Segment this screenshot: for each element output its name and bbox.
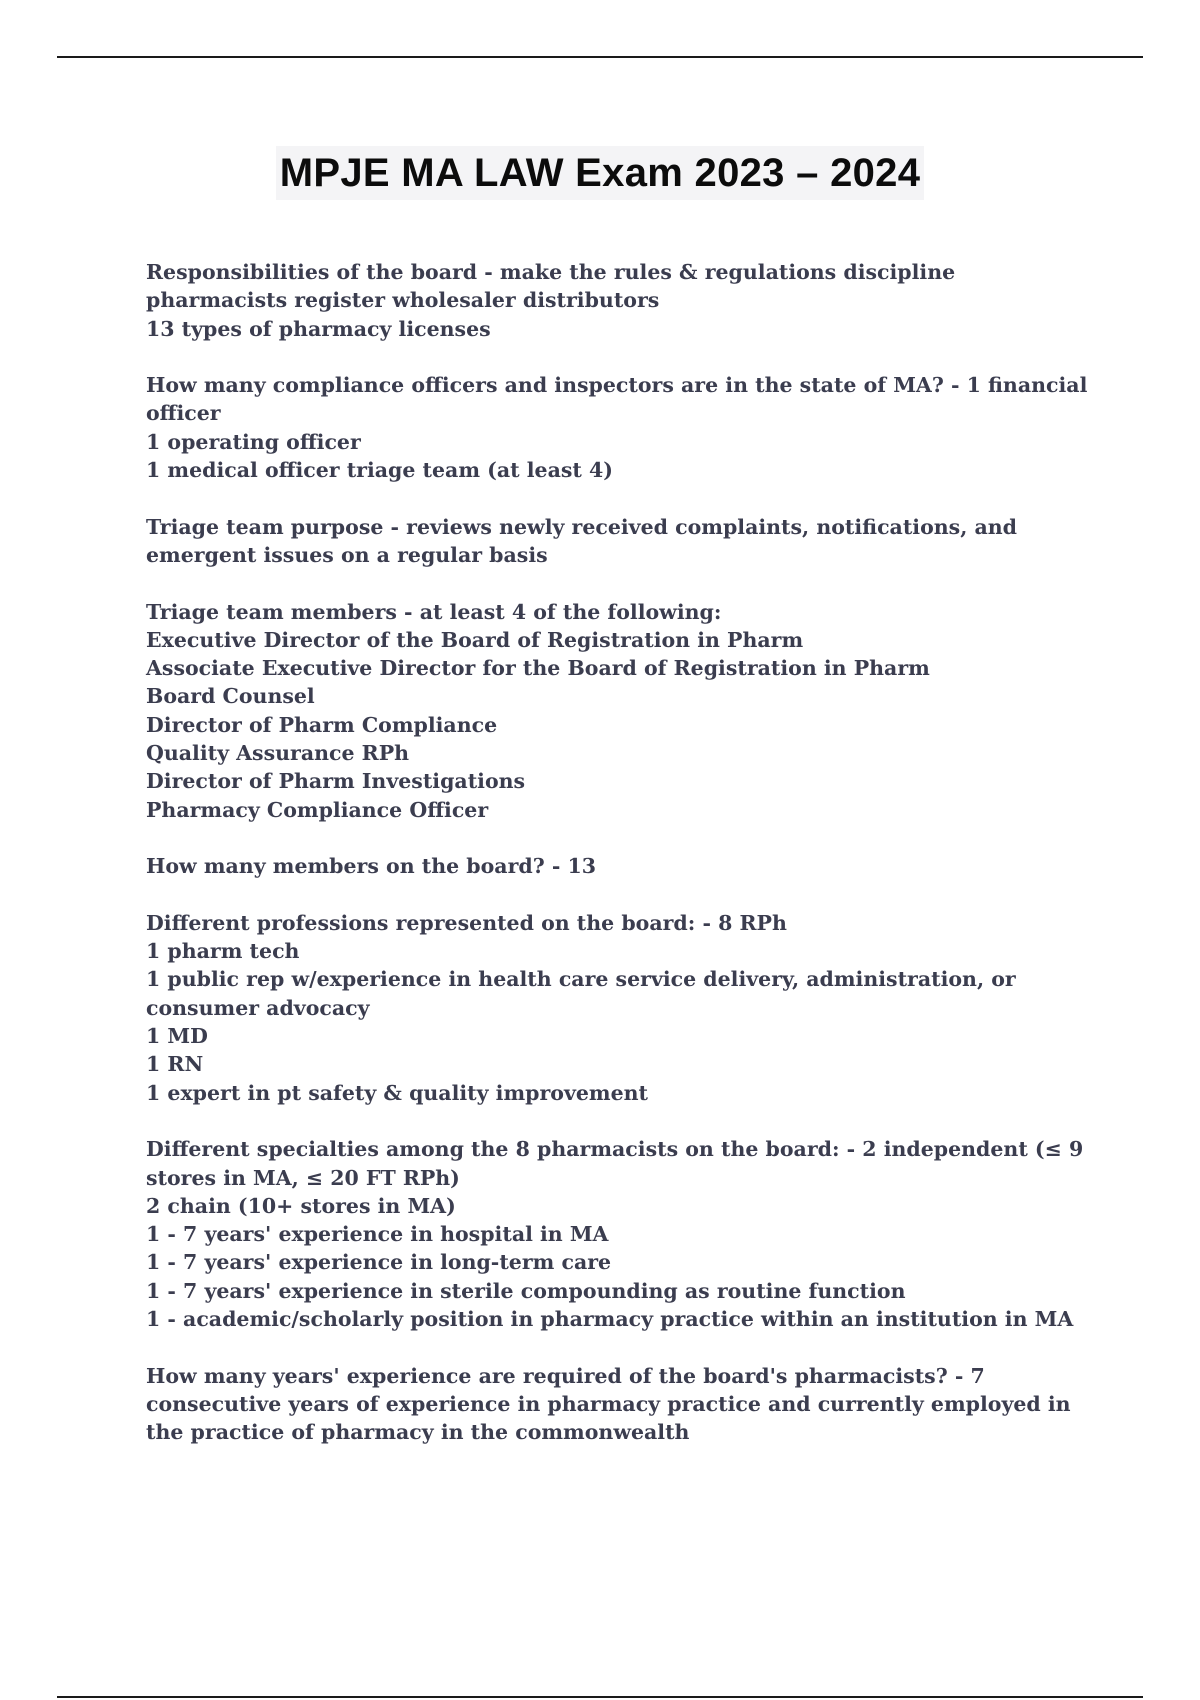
text-line: 2 chain (10+ stores in MA) bbox=[146, 1193, 456, 1218]
qa-block-professions bbox=[146, 909, 1096, 1107]
text-line: 1 public rep w/experience in health care service delivery, administration, or consumer advocacy bbox=[146, 967, 1016, 1020]
qa-block-compliance-officers bbox=[146, 371, 1096, 484]
text-line: Responsibilities of the board - make the rules & regulations discipline pharmacists register wholesaler distributors bbox=[146, 260, 956, 313]
text-line: 1 operating officer bbox=[146, 429, 361, 454]
text-line: Director of Pharm Compliance bbox=[146, 712, 498, 737]
text-line: 1 - 7 years' experience in long-term care bbox=[146, 1250, 612, 1275]
text-line: Associate Executive Director for the Board of Registration in Pharm bbox=[146, 656, 930, 681]
text-line: 1 - 7 years' experience in hospital in MA bbox=[146, 1222, 609, 1247]
document-body bbox=[146, 258, 1096, 1475]
text-line: Different professions represented on the board: - 8 RPh bbox=[146, 910, 787, 935]
text-line: 1 - 7 years' experience in sterile compounding as routine function bbox=[146, 1278, 906, 1303]
text-line: 13 types of pharmacy licenses bbox=[146, 316, 491, 341]
text-line: Board Counsel bbox=[146, 684, 315, 709]
text-line: How many years' experience are required of the board's pharmacists? - 7 consecutive years of experience in pharmacy practice and currently employed in the practice of pharmacy in the commonwealth bbox=[146, 1363, 1071, 1445]
text-line: Quality Assurance RPh bbox=[146, 741, 410, 766]
text-line: 1 MD bbox=[146, 1024, 208, 1049]
text-line: Triage team members - at least 4 of the following: bbox=[146, 599, 722, 624]
text-line: 1 pharm tech bbox=[146, 939, 300, 964]
text-line: 1 RN bbox=[146, 1052, 204, 1077]
title-container bbox=[0, 146, 1200, 200]
qa-block-triage-members bbox=[146, 598, 1096, 824]
document-title: MPJE MA LAW Exam 2023 – 2024 bbox=[276, 146, 925, 200]
text-line: 1 expert in pt safety & quality improvement bbox=[146, 1080, 649, 1105]
text-line: Director of Pharm Investigations bbox=[146, 769, 526, 794]
text-line: Pharmacy Compliance Officer bbox=[146, 797, 489, 822]
qa-block-board-members-count bbox=[146, 852, 1096, 880]
qa-block-pharmacist-specialties bbox=[146, 1135, 1096, 1333]
text-line: How many members on the board? - 13 bbox=[146, 854, 597, 879]
qa-block-board-responsibilities bbox=[146, 258, 1096, 343]
text-line: Different specialties among the 8 pharmacists on the board: - 2 independent (≤ 9 stores in MA, ≤ 20 FT RPh) bbox=[146, 1137, 1084, 1190]
top-divider bbox=[57, 56, 1143, 58]
qa-block-triage-purpose bbox=[146, 513, 1096, 570]
text-line: How many compliance officers and inspectors are in the state of MA? - 1 financial officer bbox=[146, 373, 1088, 426]
text-line: 1 medical officer triage team (at least 4) bbox=[146, 458, 613, 483]
text-line: Executive Director of the Board of Registration in Pharm bbox=[146, 627, 804, 652]
text-line: Triage team purpose - reviews newly received complaints, notifications, and emergent issues on a regular basis bbox=[146, 514, 1018, 567]
qa-block-years-experience bbox=[146, 1362, 1096, 1447]
bottom-divider bbox=[57, 1696, 1143, 1698]
text-line: 1 - academic/scholarly position in pharmacy practice within an institution in MA bbox=[146, 1306, 1074, 1331]
